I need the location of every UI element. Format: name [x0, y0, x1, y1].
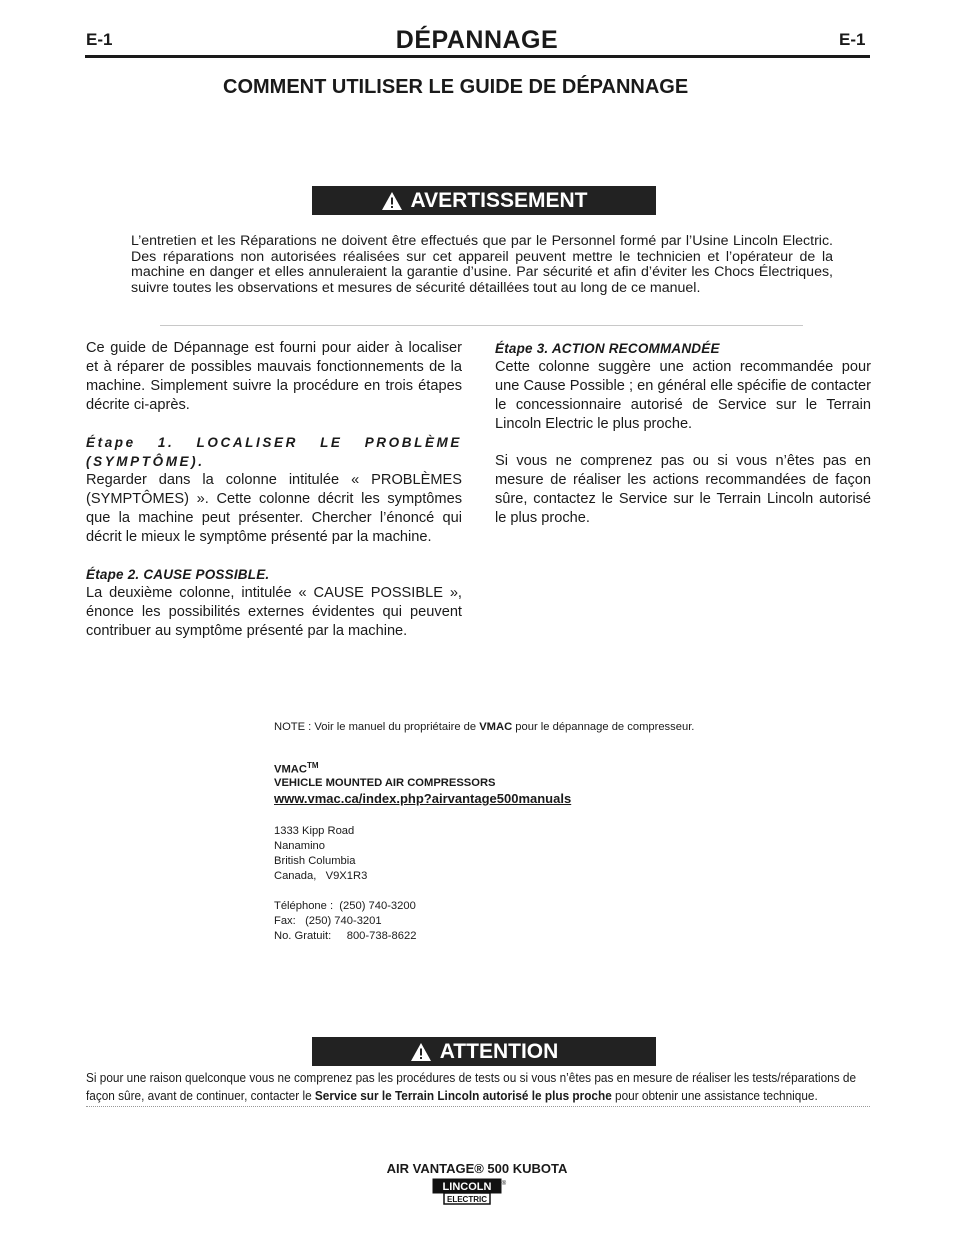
vmac-note: NOTE : Voir le manuel du propriétaire de VMAC pour le dépannage de compresseur.: [274, 721, 695, 733]
address-line: Canada, V9X1R3: [274, 870, 368, 882]
section-title: COMMENT UTILISER LE GUIDE DE DÉPANNAGE: [223, 76, 689, 98]
step3-text: Cette colonne suggère une action recommandée pour une Cause Possible ; en général elle spécifie de contacter le concessionnaire autorisé de Service sur le Terrain Lincoln Electric le plus proche.: [495, 359, 871, 432]
warning-banner: [312, 186, 656, 215]
svg-text:ELECTRIC: ELECTRIC: [447, 1195, 487, 1204]
step2-text: La deuxième colonne, intitulée « CAUSE POSSIBLE », énonce les possibilités externes évidentes qui peuvent contribuer au symptôme présenté par la machine.: [86, 585, 462, 639]
vmac-contact: [274, 899, 416, 944]
vmac-subtitle: VEHICLE MOUNTED AIR COMPRESSORS: [274, 777, 496, 789]
dotted-divider: [86, 1106, 870, 1107]
intro-paragraph: Ce guide de Dépannage est fourni pour aider à localiser et à réparer de possibles mauvais fonctionnements de la machine. Simplement suivre la procédure en trois étapes décrite ci-après.: [86, 340, 462, 413]
svg-text:®: ®: [501, 1181, 507, 1187]
lincoln-electric-logo: [432, 1178, 508, 1205]
attention-text: Si pour une raison quelconque vous ne comprenez pas les procédures de tests ou si vous n’êtes pas en mesure de réaliser les tests/réparations de façon sûre, avant de continuer, contacter le Service sur le Terrain Lincoln autorisé le plus proche pour obtenir une assistance technique.: [86, 1071, 857, 1103]
warning-triangle-icon: [381, 191, 403, 211]
warning-text: L’entretien et les Réparations ne doivent être effectués que par le Personnel formé par l’Usine Lincoln Electric. Des réparations non autorisées réalisées sur cet appareil peuvent mettre le technicien et l’opérateur de la machine en danger et elles annuleraient la garantie d’usine. Par sécurité et afin d’éviter les Chocs Électriques, suivre toutes les observations et mesures de sécurité détaillées tout au long de ce manuel.: [131, 233, 833, 296]
address-line: Nanamino: [274, 840, 325, 852]
vmac-address: [274, 824, 367, 884]
contact-phone: Téléphone : (250) 740-3200: [274, 900, 416, 912]
contact-tollfree: No. Gratuit: 800-738-8622: [274, 930, 417, 942]
svg-text:LINCOLN: LINCOLN: [442, 1181, 492, 1193]
left-column: [86, 339, 462, 659]
attention-label: ATTENTION: [439, 1039, 559, 1063]
vmac-url-link[interactable]: www.vmac.ca/index.php?airvantage500manuals: [274, 791, 572, 806]
warning-label: AVERTISSEMENT: [410, 188, 588, 212]
vmac-brand: VMAC™: [274, 761, 319, 776]
divider: [160, 325, 803, 326]
step3-title: Étape 3. ACTION RECOMMANDÉE: [495, 341, 720, 356]
page-title: DÉPANNAGE: [395, 26, 559, 54]
right-column: [495, 339, 871, 546]
address-line: British Columbia: [274, 855, 356, 867]
attention-banner: [312, 1037, 656, 1066]
warning-triangle-icon: [410, 1042, 432, 1062]
page-number-left: E-1: [86, 30, 113, 49]
step2-title: Étape 2. CAUSE POSSIBLE.: [86, 567, 270, 582]
step1-text: Regarder dans la colonne intitulée « PROBLÈMES (SYMPTÔMES) ». Cette colonne décrit les symptômes que la machine peut présenter. Chercher l’énoncé qui décrit le mieux le symptôme présenté par la machine.: [86, 472, 462, 545]
step1-title: Étape 1. LOCALISER LE PROBLÈME (SYMPTÔME).: [86, 435, 462, 469]
page-number-right: E-1: [839, 30, 866, 49]
address-line: 1333 Kipp Road: [274, 825, 355, 837]
closing-paragraph: Si vous ne comprenez pas ou si vous n’êtes pas en mesure de réaliser les actions recommandées de façon sûre, contactez le Service sur le Terrain Lincoln autorisé le plus proche.: [495, 453, 871, 526]
footer-model: AIR VANTAGE® 500 KUBOTA: [386, 1161, 568, 1176]
header-rule: [85, 55, 870, 58]
contact-fax: Fax: (250) 740-3201: [274, 915, 382, 927]
